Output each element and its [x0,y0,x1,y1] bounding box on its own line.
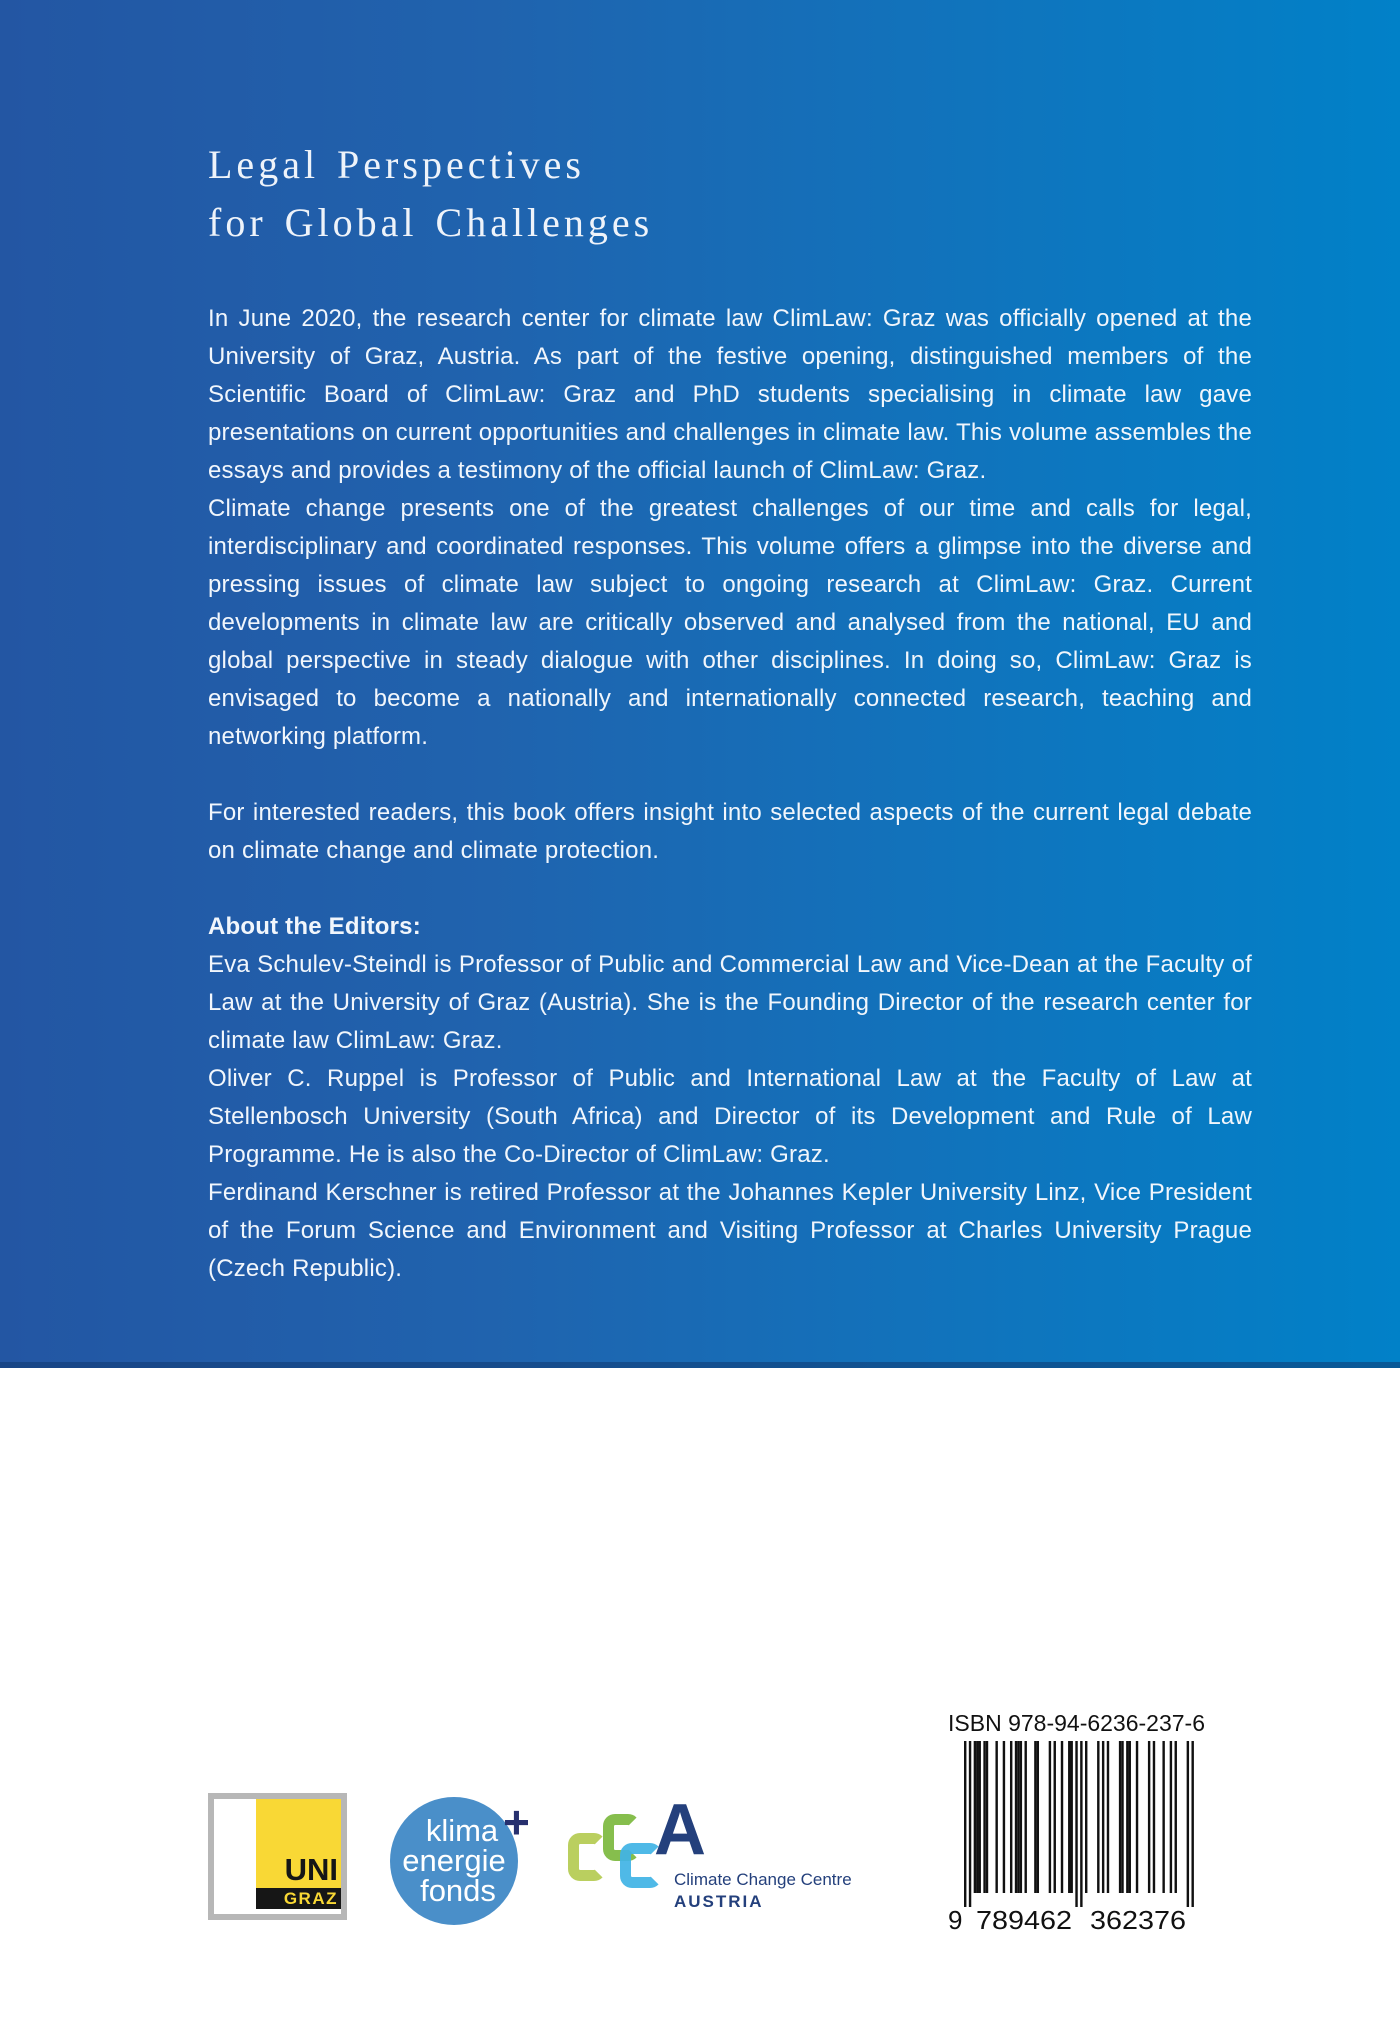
uni-graz-word-uni: UNI [284,1852,338,1887]
isbn-block [948,1710,1205,1937]
uni-graz-black-bar [256,1888,341,1909]
blurb-paragraph-3: For interested readers, this book offers insight into selected aspects of the current legal debate on climate change and climate protection. [208,799,1252,864]
klimafonds-line1: klima [425,1813,499,1848]
ccca-a-letter: A [654,1790,706,1870]
book-title-line1: Legal Perspectives [208,142,585,187]
uni-graz-logo [208,1793,347,1920]
ccca-logo [558,1790,858,1916]
footer-section [0,1368,1400,2036]
book-title-line2: for Global Challenges [208,200,654,245]
barcode-digits-right: 362376 [1090,1905,1186,1935]
cover-blurb [208,300,1252,1288]
klimafonds-plus-icon: + [503,1796,530,1848]
uni-graz-word-graz: GRAZ [283,1888,338,1908]
blurb-paragraph-1: In June 2020, the research center for climate law ClimLaw: Graz was officially opened at the University of Graz, Austria. As part of the festive opening, distinguished members of the Scientific Board of ClimLaw: Graz and PhD students specialising in climate law gave presentations on current opportunities and challenges in climate law. This volume assembles the essays and provides a testimony of the official launch of ClimLaw: Graz. [208,305,1252,484]
barcode-digits-left: 789462 [976,1905,1072,1935]
klimafonds-line2: energie [402,1843,506,1878]
ccca-c-icon-green-light [568,1833,606,1881]
ean13-barcode [948,1741,1196,1937]
klimafonds-circle [390,1797,518,1925]
blurb-paragraph-2: Climate change presents one of the greatest challenges of our time and calls for legal, interdisciplinary and coordinated responses. This volume offers a glimpse into the diverse and pressing issues of climate law subject to ongoing research at ClimLaw: Graz. Current developments in climate law are critically observed and analysed from the national, EU and global perspective in steady dialogue with other disciplines. In doing so, ClimLaw: Graz is envisaged to become a nationally and internationally connected research, teaching and networking platform. [208,495,1252,750]
editor-bio-2: Oliver C. Ruppel is Professor of Public and International Law at the Faculty of Law at Stellenbosch University (South Africa) and Director of its Development and Rule of Law Programme. He is also the Co-Director of ClimLaw: Graz. [208,1065,1252,1168]
isbn-label: ISBN 978-94-6236-237-6 [948,1710,1205,1736]
barcode-digit-first: 9 [948,1905,963,1935]
book-title [208,136,1252,252]
editor-bio-1: Eva Schulev-Steindl is Professor of Public and Commercial Law and Vice-Dean at the Faculty of Law at the University of Graz (Austria). She is the Founding Director of the research center for climate law ClimLaw: Graz. [208,951,1252,1054]
barcode-bars [964,1741,1194,1907]
editors-heading: About the Editors: [208,913,421,940]
klimafonds-logo [390,1796,530,1925]
klimafonds-line3: fonds [420,1873,496,1908]
ccca-name: Climate Change Centre [674,1870,852,1889]
editor-bio-3: Ferdinand Kerschner is retired Professor at the Johannes Kepler University Linz, Vice President of the Forum Science and Environment and Visiting Professor at Charles University Prague (Czech Republic). [208,1179,1252,1282]
ccca-country: AUSTRIA [674,1892,764,1911]
